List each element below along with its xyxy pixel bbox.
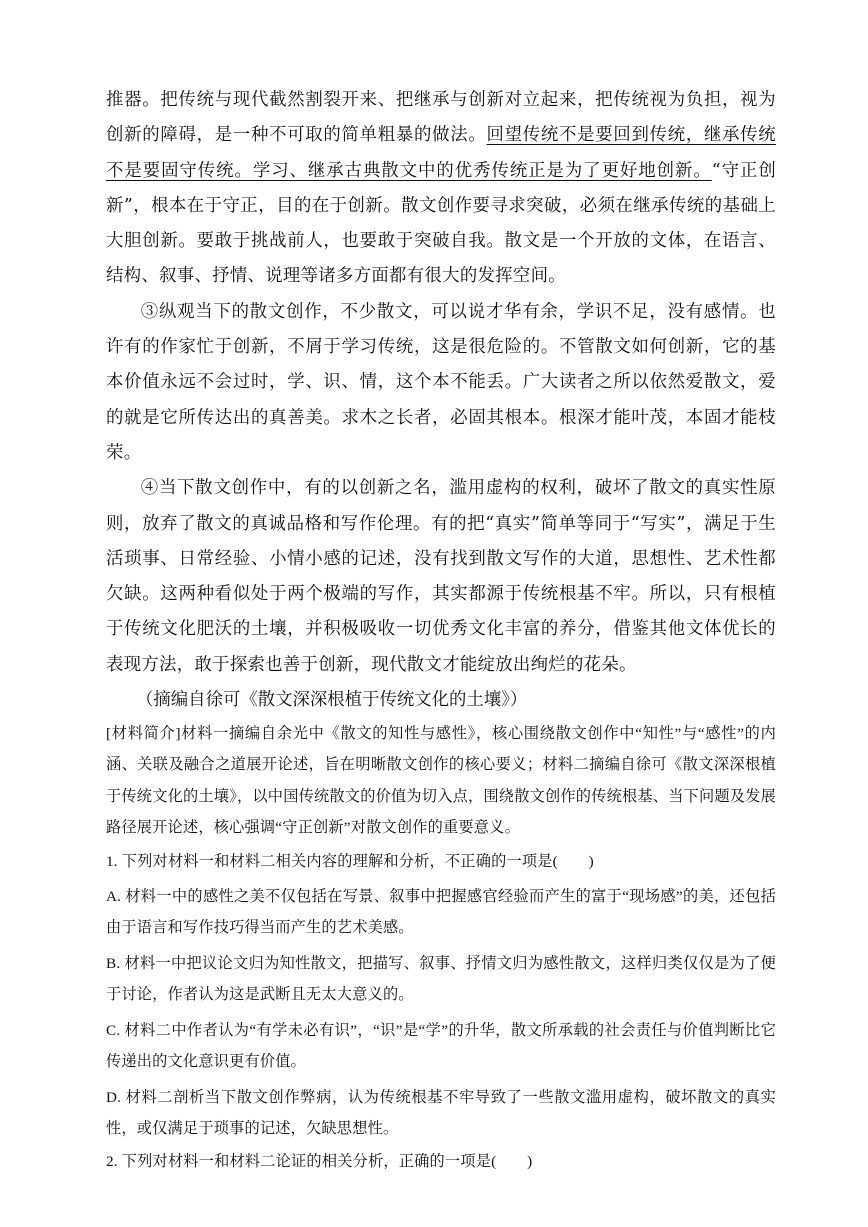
question-1-option-a: A. 材料一中的感性之美不仅包括在写景、叙事中把握感官经验而产生的富于“现场感”的美，还包括由于语言和写作技巧得当而产生的艺术美感。 <box>106 888 776 937</box>
question-1-option-b: B. 材料一中把议论文归为知性散文，把描写、叙事、抒情文归为感性散文，这样归类仅仅是为了便于讨论，作者认为这是武断且无太大意义的。 <box>106 954 776 1004</box>
question-1-option-c: C. 材料二中作者认为“有学未必有识”，“识”是“学”的升华，散文所承载的社会责任与价值判断比它传递出的文化意识更有价值。 <box>106 1021 776 1071</box>
essay-paragraph-2 <box>106 83 776 295</box>
paragraph-text: 推器。把传统与现代截然割裂开来、把继承与创新对立起来，把传统视为负担，视为创新的障碍，是一种不可取的简单粗暴的做法。 <box>106 90 776 146</box>
paragraph-text: “守正创新”，根本在于守正，目的在于创新。散文创作要寻求突破，必须在继承传统的基础上大胆创新。要敢于挑战前人，也要敢于突破自我。散文是一个开放的文体，在语言、结构、叙事、抒情、说理等诸多方面都有很大的发挥空间。 <box>106 160 777 287</box>
underlined-sentence: 回望传统不是要回到传统，继承传统不是要固守传统。学习、继承古典散文中的优秀传统正是为了更好地创新。 <box>106 125 776 181</box>
material-intro: [材料简介]材料一摘编自余光中《散文的知性与感性》，核心围绕散文创作中“知性”与“感性”的内涵、关联及融合之道展开论述，旨在明晰散文创作的核心要义；材料二摘编自徐可《散文深深根植于传统文化的土壤》，以中国传统散文的价值为切入点，围绕散文创作的传统根基、当下问题及发展路径展开论述，核心强调“守正创新”对散文创作的重要意义。 <box>106 725 776 837</box>
question-1-option-d: D. 材料二剖析当下散文创作弊病，认为传统根基不牢导致了一些散文滥用虚构，破坏散文的真实性，或仅满足于琐事的记述，欠缺思想性。 <box>106 1088 776 1137</box>
essay-body <box>106 83 776 683</box>
question-2-stem: 2. 下列对材料一和材料二论证的相关分析，正确的一项是( ) <box>106 1153 533 1171</box>
essay-paragraph-4: ④当下散文创作中，有的以创新之名，滥用虚构的权利，破坏了散文的真实性原则，放弃了散文的真诚品格和写作伦理。有的把“真实”简单等同于“写实”，满足于生活琐事、日常经验、小情小感的记述，没有找到散文写作的大道，思想性、艺术性都欠缺。这两种看似处于两个极端的写作，其实都源于传统根基不牢。所以，只有根植于传统文化肥沃的土壤，并积极吸收一切优秀文化丰富的养分，借鉴其他文体优长的表现方法，敢于探索也善于创新，现代散文才能绽放出绚烂的花朵。 <box>106 478 776 675</box>
essay-paragraph-3: ③纵观当下的散文创作，不少散文，可以说才华有余，学识不足，没有感情。也许有的作家忙于创新，不屑于学习传统，这是很危险的。不管散文如何创新，它的基本价值永远不会过时，学、识、情，这个本不能丢。广大读者之所以依然爱散文，爱的就是它所传达出的真善美。求木之长者，必固其根本。根深才能叶茂，本固才能枝荣。 <box>106 301 776 463</box>
question-1-stem: 1. 下列对材料一和材料二相关内容的理解和分析，不正确的一项是( ) <box>106 852 594 870</box>
essay-source: （摘编自徐可《散文深深根植于传统文化的土壤》） <box>136 690 528 711</box>
